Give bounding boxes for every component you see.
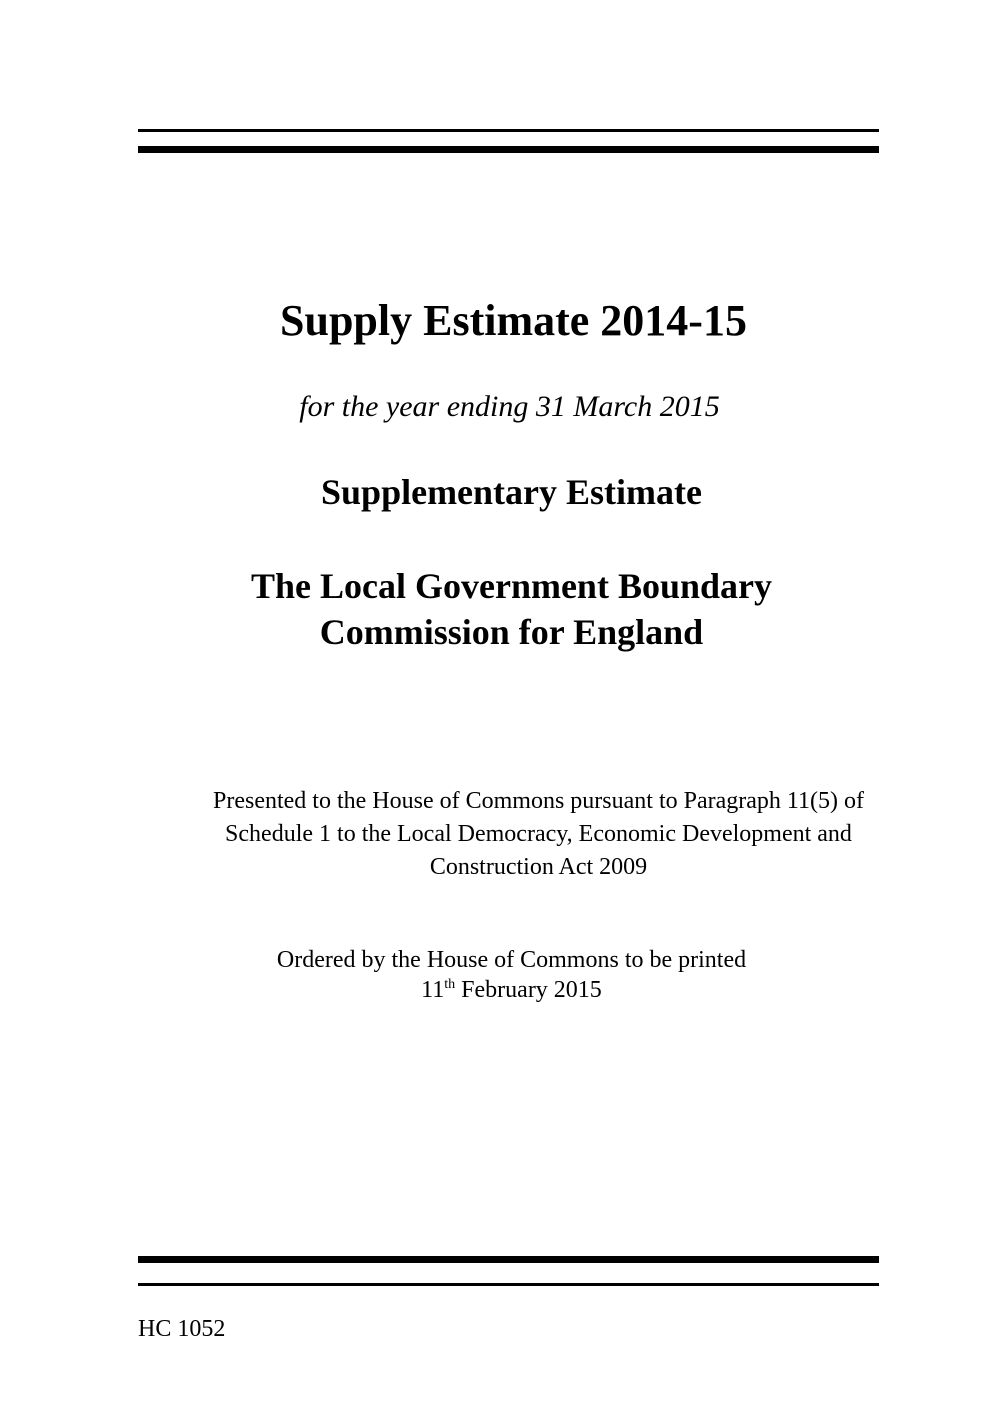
ordered-day: 11 xyxy=(421,977,445,1003)
bottom-thin-rule xyxy=(138,1283,879,1286)
ordered-date xyxy=(16,975,991,1005)
top-thick-rule xyxy=(138,146,879,153)
bottom-thick-rule xyxy=(138,1256,879,1263)
presented-line-3: Construction Act 2009 xyxy=(429,854,648,880)
ordered-day-suffix: th xyxy=(444,977,456,992)
estimate-type-heading: Supplementary Estimate xyxy=(321,472,702,512)
body-name-line-1: The Local Government Boundary xyxy=(250,566,772,606)
hc-number: HC 1052 xyxy=(138,1316,226,1342)
document-subtitle: for the year ending 31 March 2015 xyxy=(299,390,720,423)
presented-statement xyxy=(43,785,991,884)
ordered-line-1: Ordered by the House of Commons to be printed xyxy=(276,947,747,973)
presented-line-2: Schedule 1 to the Local Democracy, Economic Development and xyxy=(225,821,852,847)
presented-line-1: Presented to the House of Commons pursuant to Paragraph 11(5) of xyxy=(213,788,864,814)
document-title: Supply Estimate 2014-15 xyxy=(280,296,747,345)
body-name-line-2: Commission for England xyxy=(319,612,704,652)
ordered-month-year: February 2015 xyxy=(455,977,602,1003)
ordered-statement xyxy=(16,945,991,1005)
top-thin-rule xyxy=(138,129,879,132)
body-name-heading xyxy=(16,563,991,655)
